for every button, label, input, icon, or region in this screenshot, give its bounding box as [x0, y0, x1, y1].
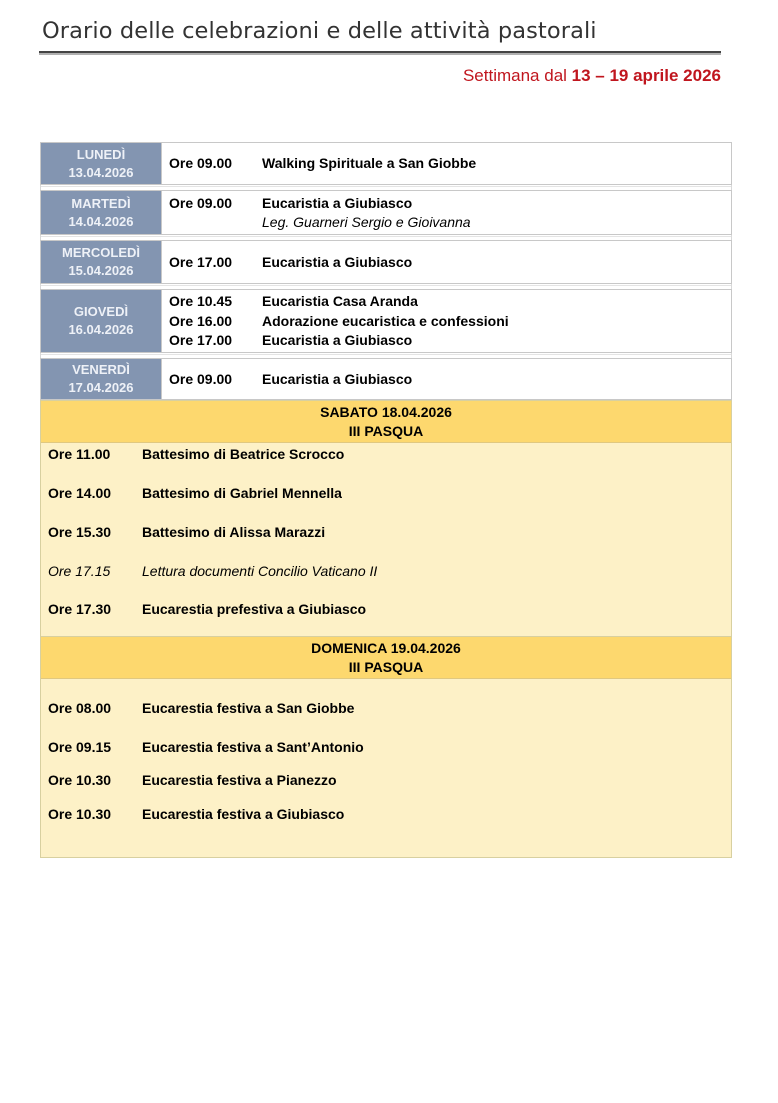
event-text: Battesimo di Alissa Marazzi [142, 524, 326, 540]
event-text: Eucaristia a Giubiasco [262, 253, 413, 270]
sunday-section [40, 637, 732, 858]
day-label [41, 191, 162, 234]
saturday-section [40, 400, 732, 637]
event-time: Ore 09.00 [169, 370, 233, 387]
day-date: 17.04.2026 [68, 380, 134, 395]
day-label [41, 143, 162, 184]
event-row [169, 253, 731, 273]
event-text: Eucarestia festiva a Pianezzo [142, 772, 337, 788]
day-events [162, 290, 731, 352]
event-row [169, 194, 731, 214]
day-name: GIOVEDÌ [73, 304, 129, 319]
day-events [162, 359, 731, 399]
sunday-title: DOMENICA 19.04.2026 [311, 640, 461, 656]
sunday-events [41, 699, 731, 824]
event-row [169, 154, 731, 174]
event-row [169, 312, 731, 332]
event-text: Lettura documenti Concilio Vaticano II [142, 563, 378, 579]
event-row [48, 771, 731, 790]
day-row-monday [40, 142, 732, 185]
week-dates: 13 – 19 aprile 2026 [571, 66, 721, 85]
event-row [169, 292, 731, 312]
event-time: Ore 09.00 [169, 194, 233, 211]
event-row [48, 600, 731, 619]
day-label [41, 241, 162, 283]
day-name: MARTEDÌ [71, 195, 131, 211]
day-date: 15.04.2026 [68, 263, 134, 278]
event-time: Ore 17.30 [48, 601, 112, 617]
event-row [169, 370, 731, 390]
day-label [41, 359, 162, 399]
day-row-tuesday [40, 190, 732, 235]
day-events [162, 241, 731, 283]
week-range [463, 66, 721, 86]
event-time: Ore 09.15 [48, 739, 112, 755]
event-time: Ore 10.30 [48, 806, 112, 822]
event-row [48, 484, 731, 503]
event-time: Ore 15.30 [48, 524, 112, 540]
day-row-friday [40, 358, 732, 400]
saturday-title: SABATO 18.04.2026 [320, 404, 452, 420]
event-text: Adorazione eucaristica e confessioni [262, 312, 509, 329]
day-row-thursday [40, 289, 732, 353]
event-text: Leg. Guarneri Sergio e Gioivanna [262, 214, 471, 230]
event-text: Eucarestia festiva a Giubiasco [142, 806, 345, 822]
event-note [48, 562, 731, 581]
day-label [41, 290, 162, 352]
saturday-subtitle: III PASQUA [348, 423, 424, 439]
event-text: Battesimo di Beatrice Scrocco [142, 446, 345, 462]
event-text: Eucaristia a Giubiasco [262, 194, 413, 211]
day-name: MERCOLEDÌ [62, 245, 140, 260]
day-date: 16.04.2026 [68, 322, 134, 337]
page-title: Orario delle celebrazioni e delle attività pastorali [42, 18, 597, 44]
event-text: Walking Spirituale a San Giobbe [262, 155, 477, 172]
day-date: 13.04.2026 [68, 164, 134, 180]
event-time: Ore 08.00 [48, 700, 112, 716]
event-row [48, 738, 731, 757]
event-time: Ore 16.00 [169, 312, 233, 329]
day-events [162, 191, 731, 234]
day-name: LUNEDÌ [76, 146, 126, 162]
event-row [48, 805, 731, 824]
week-prefix: Settimana dal [462, 66, 572, 85]
event-text: Eucaristia Casa Aranda [262, 293, 418, 310]
event-time: Ore 14.00 [48, 485, 112, 501]
event-time: Ore 11.00 [48, 446, 111, 462]
event-time [169, 213, 262, 233]
schedule-table [40, 142, 732, 858]
saturday-events [41, 445, 731, 619]
day-date: 14.04.2026 [68, 213, 134, 229]
day-row-wednesday [40, 240, 732, 284]
day-events [162, 143, 731, 184]
event-text: Eucarestia festiva a San Giobbe [142, 700, 355, 716]
event-row [48, 445, 731, 464]
event-time: Ore 09.00 [169, 155, 233, 172]
title-rule-shadow [39, 53, 721, 55]
event-row [169, 331, 731, 351]
event-note [169, 213, 731, 233]
event-time: Ore 10.30 [48, 772, 112, 788]
event-text: Eucarestia festiva a Sant’Antonio [142, 739, 364, 755]
sunday-header [41, 637, 731, 679]
event-row [48, 699, 731, 718]
event-text: Eucarestia prefestiva a Giubiasco [142, 601, 367, 617]
saturday-header [41, 401, 731, 443]
event-time: Ore 17.00 [169, 332, 233, 349]
event-text: Battesimo di Gabriel Mennella [142, 485, 342, 501]
event-row [48, 523, 731, 542]
day-name: VENERDÌ [72, 362, 130, 377]
event-time: Ore 10.45 [169, 293, 233, 310]
event-time: Ore 17.15 [48, 563, 111, 579]
event-time: Ore 17.00 [169, 253, 233, 270]
event-text: Eucaristia a Giubiasco [262, 332, 413, 349]
sunday-subtitle: III PASQUA [348, 659, 424, 675]
event-text: Eucaristia a Giubiasco [262, 370, 413, 387]
